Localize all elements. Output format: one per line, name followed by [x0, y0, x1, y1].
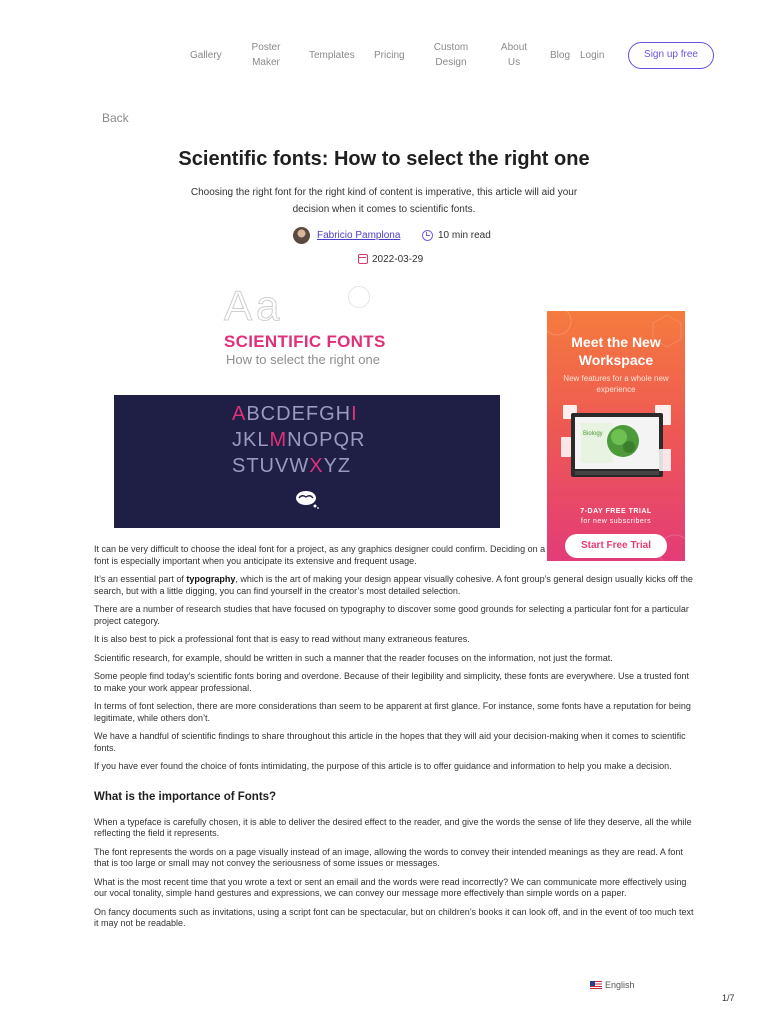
article-body: [94, 544, 694, 937]
paragraph-8: We have a handful of scientific findings to share throughout this article in the hopes that they will aid your decision-making when it comes to scientific fonts.: [94, 731, 686, 753]
calendar-icon: [358, 254, 368, 264]
hero-circle-decoration: [348, 286, 370, 308]
paragraph-7: In terms of font selection, there are more considerations than seem to be apparent at first glance. For instance, some fonts have a reputation for being legitimate, while others don’t.: [94, 701, 691, 723]
author-row: [0, 227, 768, 245]
page-number: 1/7: [722, 993, 735, 1003]
nav-login[interactable]: Login: [580, 50, 605, 61]
paragraph-1: It can be very difficult to choose the ideal font for a project, as any graphics designer could confirm. Deciding on a font is especially important when you anticipate its extensive and frequent usage.: [94, 544, 546, 566]
start-free-trial-button[interactable]: Start Free Trial: [565, 534, 667, 558]
section-paragraph-3: What is the most recent time that you wrote a text or sent an email and the words were read incorrectly? We can communicate more effectively using our vocal tonality, simple hand gestures and expressions, we can convey our message more effectively than simple words on a paper.: [94, 876, 687, 898]
hero-image: [114, 282, 500, 528]
ad-screen-label: Biology: [583, 431, 603, 437]
paragraph-9: If you have ever found the choice of fonts intimidating, the purpose of this article is to offer guidance and information to help you make a decision.: [94, 761, 672, 771]
nav-custom-design[interactable]: Custom Design: [433, 42, 469, 68]
back-link[interactable]: Back: [102, 111, 129, 125]
section-heading: What is the importance of Fonts?: [94, 790, 277, 803]
typography-term: typography: [186, 574, 236, 584]
nav-blog[interactable]: Blog: [550, 50, 570, 61]
section-paragraph-4: On fancy documents such as invitations, using a script font can be spectacular, but on children’s books it can look off, and in the event of too much text it may not be readable.: [94, 906, 694, 928]
us-flag-icon: [590, 981, 602, 989]
paragraph-5: Scientific research, for example, should be written in such a manner that the reader focuses on the information, not just the format.: [94, 652, 613, 663]
ad-screenshot-mockup: [559, 403, 673, 489]
section-paragraph-1: When a typeface is carefully chosen, it is able to deliver the desired effect to the reader, and give the words the sense of life they deserve, all the while reflecting the field it represents.: [94, 816, 692, 838]
top-nav: [0, 38, 768, 74]
paragraph-4: It is also best to pick a professional font that is easy to read without many extraneous features.: [94, 634, 470, 644]
author-link[interactable]: Fabricio Pamplona: [317, 230, 401, 241]
hero-heading: SCIENTIFIC FONTS: [224, 332, 386, 351]
date-row: [0, 253, 768, 267]
alphabet-row-2: JKLMNOPQR: [232, 429, 366, 451]
nav-gallery[interactable]: Gallery: [190, 50, 222, 61]
hero-alphabet-panel: [114, 395, 500, 528]
nav-pricing[interactable]: Pricing: [374, 50, 405, 61]
nav-about-us[interactable]: About Us: [500, 42, 528, 68]
section-paragraph-2: The font represents the words on a page visually instead of an image, allowing the words to convey their intended meanings as they are read. A font that is too large or small may not convey the seriousness of some issues or messages.: [94, 846, 683, 868]
publish-date: 2022-03-29: [372, 254, 424, 265]
promo-ad[interactable]: [547, 311, 685, 561]
hero-subheading: How to select the right one: [226, 352, 380, 367]
brain-icon: [292, 489, 322, 509]
alphabet-row-3: STUVWXYZ: [232, 455, 352, 477]
ad-title: Meet the New Workspace: [571, 334, 661, 368]
language-selector[interactable]: English: [590, 980, 635, 990]
paragraph-2: It’s an essential part of typography, which is the art of making your design appear visually cohesive. A font group’s general design usually kicks off the search, but with a little digging, you can find yourself in the creator’s most detailed selection.: [94, 574, 693, 596]
avatar: [293, 227, 310, 244]
ad-trial-text: 7-DAY FREE TRIAL for new subscribers: [580, 508, 652, 525]
nav-poster-maker[interactable]: Poster Maker: [251, 42, 281, 68]
nav-templates[interactable]: Templates: [309, 50, 355, 61]
alphabet-row-1: ABCDEFGHI: [232, 403, 358, 425]
signup-button[interactable]: Sign up free: [628, 42, 714, 69]
read-time: 10 min read: [438, 230, 491, 241]
article-title: Scientific fonts: How to select the right one: [178, 148, 590, 170]
paragraph-6: Some people find today’s scientific fonts boring and overdone. Because of their legibility and simplicity, these fonts are everywhere. Use a trusted font to make your work appear professional.: [94, 671, 689, 693]
ad-subtitle: New features for a whole new experience: [563, 374, 669, 394]
clock-icon: [422, 230, 433, 241]
hero-aa-glyph: Aa: [224, 282, 284, 329]
article-subtitle: Choosing the right font for the right kind of content is imperative, this article will aid your decision when it comes to scientific fonts.: [190, 187, 578, 215]
paragraph-3: There are a number of research studies that have focused on typography to discover some good grounds for selecting a particular font for a particular project category.: [94, 604, 689, 626]
